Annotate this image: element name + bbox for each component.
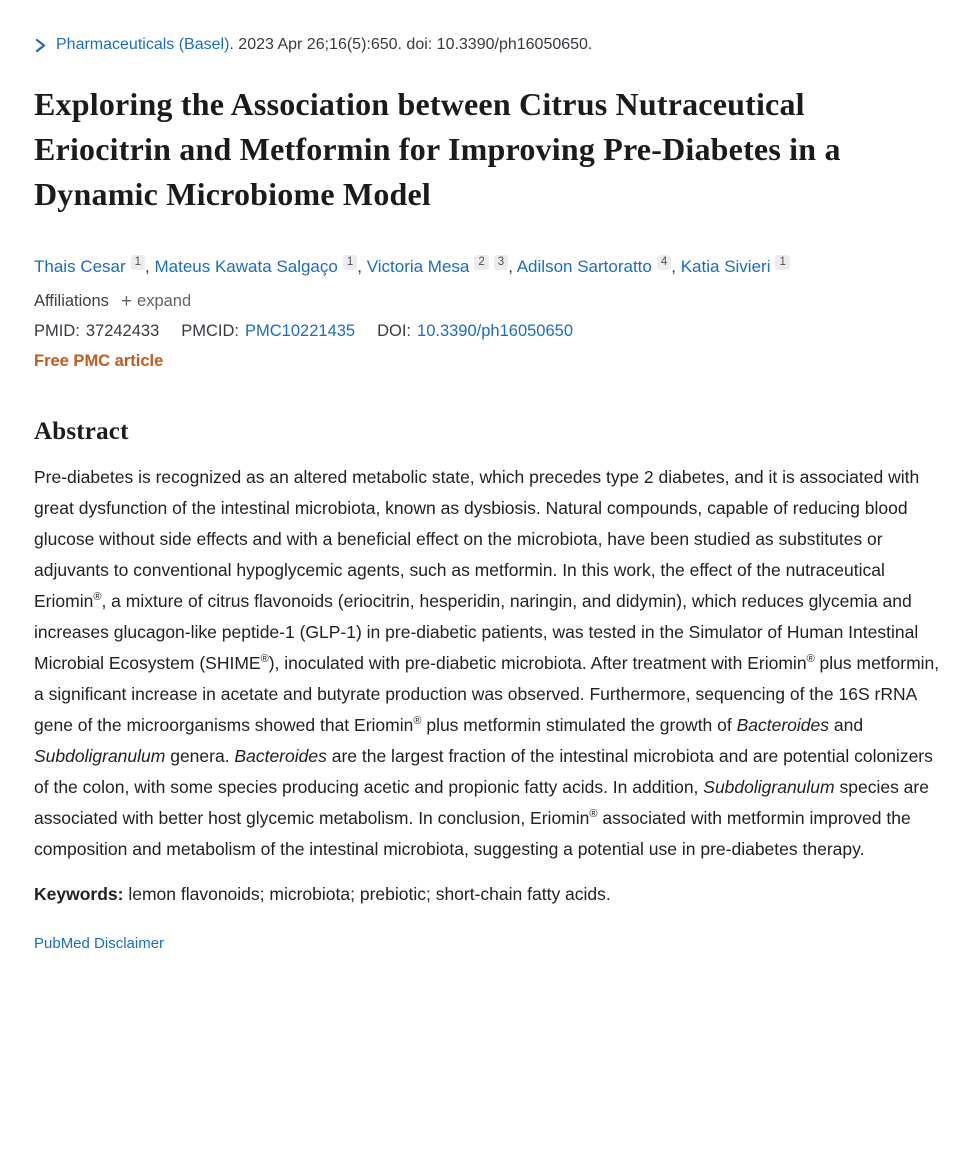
plus-icon: + [120,290,133,312]
pmid-label: PMID: [34,322,80,340]
author-link[interactable]: Thais Cesar [34,257,126,276]
italic-term: Subdoligranulum [703,777,835,797]
registered-trademark-sup: ® [93,591,102,604]
doi-group [377,322,573,341]
author-separator: , [145,257,155,276]
journal-link[interactable]: Pharmaceuticals (Basel) [56,36,230,53]
author-separator: , [357,257,367,276]
pmcid-link[interactable]: PMC10221435 [245,322,356,340]
citation-row [34,36,942,54]
author-affiliation-sup[interactable]: 2 [474,255,488,270]
italic-term: Bacteroides [234,746,327,766]
keywords [34,880,942,909]
author-link[interactable]: Adilson Sartoratto [516,257,652,276]
registered-trademark-sup: ® [806,653,815,666]
author-separator: , [508,257,517,276]
abstract-text: Pre-diabetes is recognized as an altered metabolic state, which precedes type 2 diabetes, and it is associated with great dysfunction of the intestinal microbiota, known as dysbiosis. Natural compounds, capable of reducing blood glucose without side effects and with a beneficial effect on the microbiota, have been studied as substitutes or adjuvants to conventional hypoglycemic agents, such as metformin. In this work, the effect of the nutraceutical Eriomin®, a mixture of citrus flavonoids (eriocitrin, hesperidin, naringin, and didymin), which reduces glycemia and increases glucagon-like peptide-1 (GLP-1) in pre-diabetic patients, was tested in the Simulator of Human Intestinal Microbial Ecosystem (SHIME®), inoculated with pre-diabetic microbiota. After treatment with Eriomin® plus metformin, a significant increase in acetate and butyrate production was observed. Furthermore, sequencing of the 16S rRNA gene of the microorganisms showed that Eriomin® plus metformin stimulated the growth of Bacteroides and Subdoligranulum genera. Bacteroides are the largest fraction of the intestinal microbiota and are potential colonizers of the colon, with some species producing acetic and propionic fatty acids. In addition, Subdoligranulum species are associated with better host glycemic metabolism. In conclusion, Eriomin® associated with metformin improved the composition and metabolism of the intestinal microbiota, suggesting a potential use in pre-diabetes therapy. [34,467,940,859]
author-link[interactable]: Victoria Mesa [366,257,470,276]
pmid-group [34,322,159,341]
author-affiliation-sup[interactable]: 1 [131,255,145,270]
keywords-label: Keywords: [34,884,124,904]
journal-toggle-button[interactable] [34,38,47,53]
registered-trademark-sup: ® [260,653,269,666]
citation-details: . 2023 Apr 26;16(5):650. doi: 10.3390/ph16050650. [229,36,593,53]
author-link[interactable]: Mateus Kawata Salgaço [154,257,338,276]
author-affiliation-sup[interactable]: 1 [343,255,357,270]
affiliations-label: Affiliations [34,292,109,310]
pmid-value: 37242433 [85,322,160,340]
pmcid-group [181,322,355,341]
pmcid-label: PMCID: [181,322,240,340]
page-title: Exploring the Association between Citrus Nutraceutical Eriocitrin and Metformin for Improving Pre-Diabetes in a Dynamic Microbiome Model [34,86,841,212]
keywords-text: lemon flavonoids; microbiota; prebiotic; short-chain fatty acids. [123,884,611,904]
registered-trademark-sup: ® [413,715,422,728]
author-separator: , [671,257,681,276]
pubmed-disclaimer-link[interactable]: PubMed Disclaimer [34,935,165,952]
chevron-right-icon [34,38,47,53]
identifiers-row [34,322,942,341]
expand-label: expand [137,292,192,310]
author-link[interactable]: Katia Sivieri [680,257,771,276]
free-pmc-article-label: Free PMC article [34,352,164,370]
registered-trademark-sup: ® [589,808,598,821]
author-affiliation-sup[interactable]: 4 [657,255,671,270]
author-list [34,254,942,280]
affiliations-row [34,292,942,311]
author-affiliation-sup[interactable]: 1 [775,255,789,270]
doi-label: DOI: [377,322,412,340]
author-affiliation-sup[interactable]: 3 [494,255,508,270]
italic-term: Bacteroides [736,715,830,735]
italic-term: Subdoligranulum [34,746,166,766]
doi-link[interactable]: 10.3390/ph16050650 [417,322,574,340]
abstract-heading: Abstract [34,418,129,445]
affiliations-expand-button[interactable] [121,292,191,311]
